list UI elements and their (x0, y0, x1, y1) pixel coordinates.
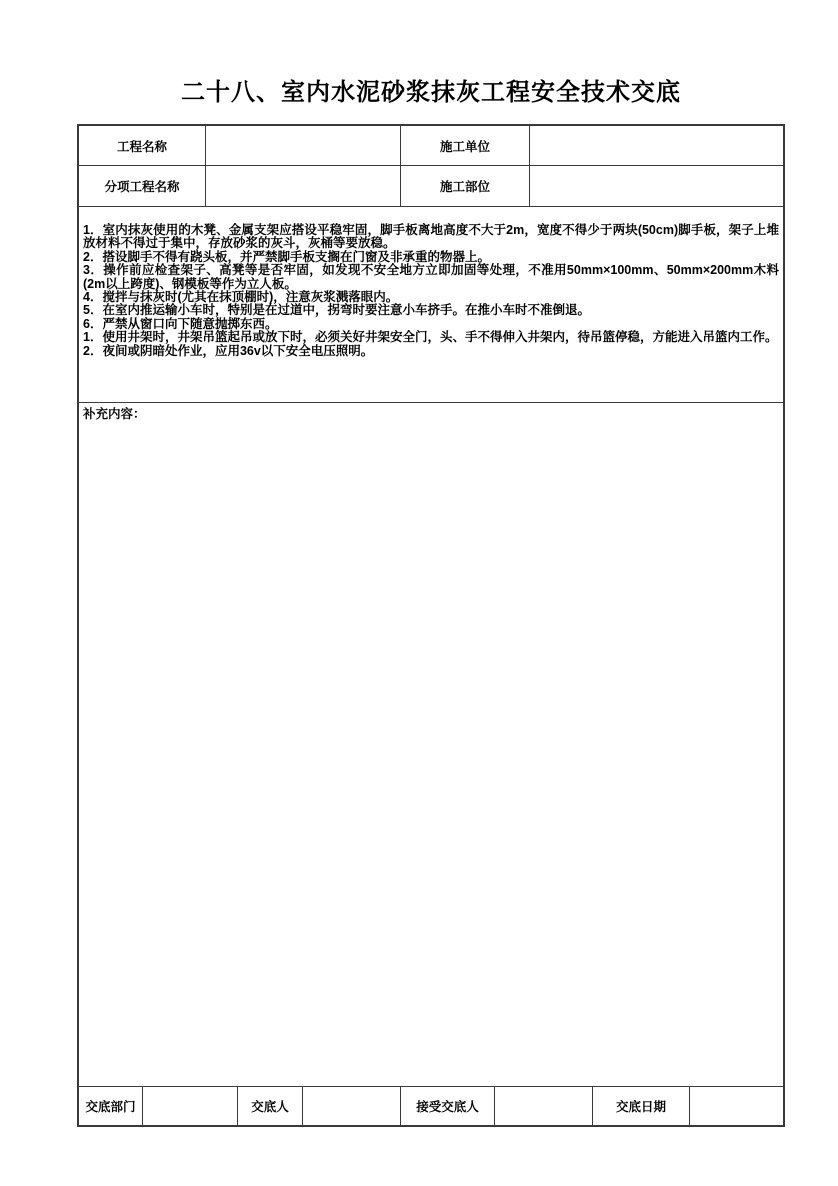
disclosure-dept-label: 交底部门 (85, 1100, 136, 1114)
instructions-row (79, 206, 783, 402)
discloser-field[interactable] (302, 1087, 400, 1125)
supplement-area[interactable] (79, 403, 783, 1086)
receiver-field[interactable] (494, 1087, 592, 1125)
disclosure-date-label: 交底日期 (592, 1087, 689, 1125)
instruction-item-3: 3．操作前应检查架子、高凳等是否牢固，如发现不安全地方立即加固等处理，不准用50mm×100mm、50mm×200mm木料(2m以上跨度)、钢模板等作为立人板。 (83, 263, 779, 291)
instruction-item-4: 4．搅拌与抹灰时(尤其在抹顶棚时)，注意灰浆溅落眼内。 (83, 290, 399, 305)
receiver-label: 接受交底人 (400, 1087, 494, 1125)
project-name-label: 工程名称 (116, 139, 167, 154)
header-row-2 (79, 165, 783, 206)
supplement-label: 补充内容： (83, 407, 146, 421)
footer-row (79, 1086, 783, 1125)
instruction-item-7: 1．使用井架时，井架吊篮起吊或放下时，必须关好井架安全门，头、手不得伸入井架内，待吊篮停稳，方能进入吊篮内工作。 (83, 330, 778, 345)
subproject-name-field[interactable] (205, 166, 400, 206)
disclosure-dept-field[interactable] (142, 1087, 237, 1125)
instruction-item-6: 6．严禁从窗口向下随意抛掷东西。 (83, 316, 278, 331)
instruction-item-5: 5．在室内推运输小车时，特别是在过道中，拐弯时要注意小车挤手。在推小车时不准倒退。 (83, 303, 590, 318)
construction-unit-label: 施工单位 (400, 126, 529, 165)
discloser-label: 交底人 (237, 1087, 302, 1125)
subproject-name-label: 分项工程名称 (104, 180, 180, 194)
supplement-row (79, 402, 783, 1086)
construction-part-label: 施工部位 (400, 166, 529, 206)
form-table (77, 124, 785, 1127)
instruction-item-2: 2．搭设脚手不得有跷头板，并严禁脚手板支搁在门窗及非承重的物器上。 (83, 249, 490, 264)
page-title: 二十八、室内水泥砂浆抹灰工程安全技术交底 (181, 79, 681, 106)
safety-instructions (79, 207, 783, 402)
instruction-item-8: 2．夜间或阴暗处作业，应用36v以下安全电压照明。 (83, 343, 374, 358)
construction-part-field[interactable] (529, 166, 783, 206)
disclosure-date-field[interactable] (689, 1087, 783, 1125)
project-name-field[interactable] (205, 126, 400, 165)
construction-unit-field[interactable] (529, 126, 783, 165)
header-row-1 (79, 126, 783, 165)
instruction-item-1: 1．室内抹灰使用的木凳、金属支架应搭设平稳牢固，脚手板离地高度不大于2m，宽度不得少于两块(50cm)脚手板，架子上堆放材料不得过于集中，存放砂浆的灰斗，灰桶等要放稳。 (83, 223, 779, 251)
